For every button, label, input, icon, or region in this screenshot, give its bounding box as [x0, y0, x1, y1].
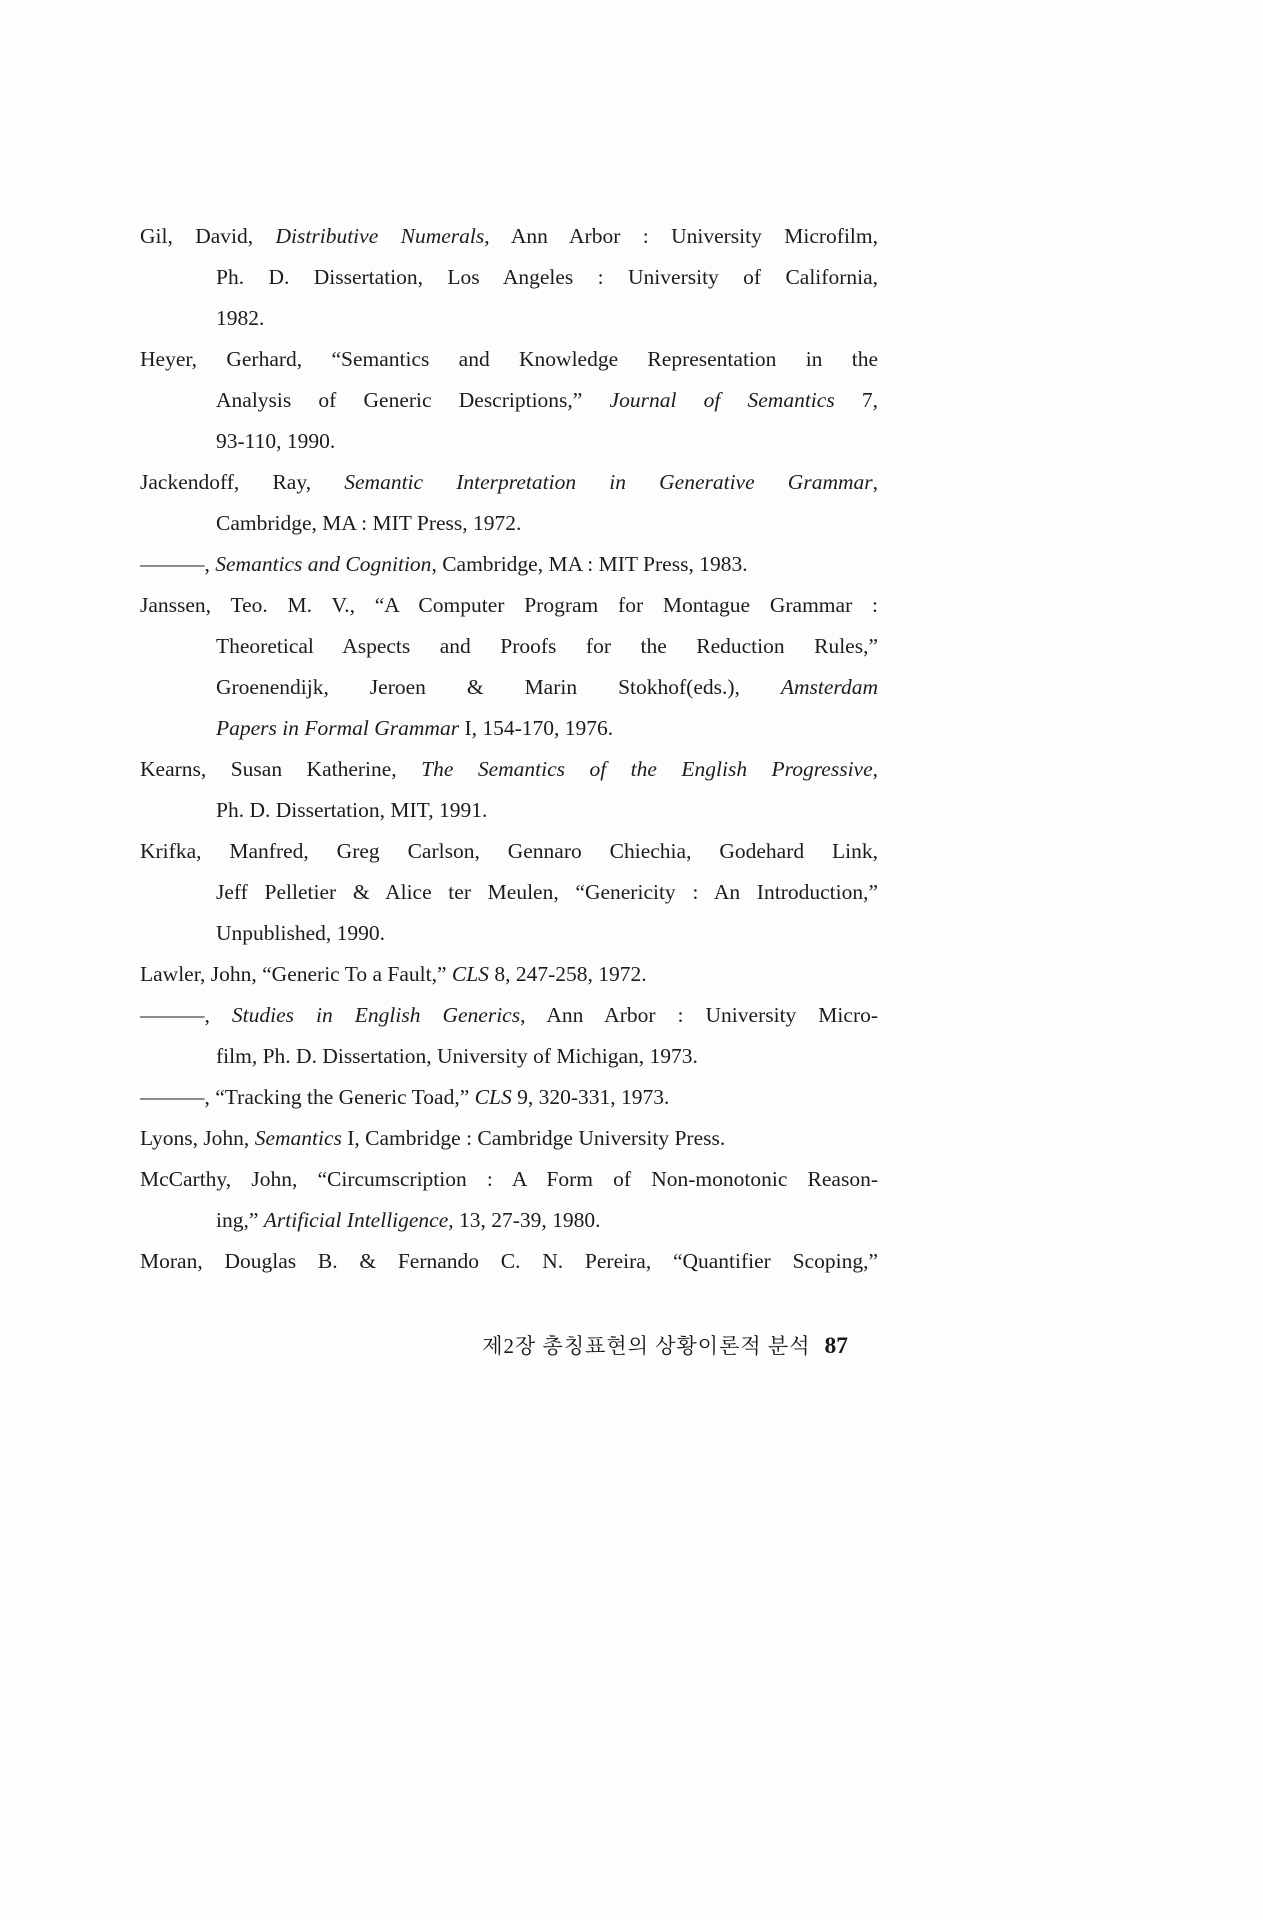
reference-line — [140, 1159, 878, 1200]
reference-text-segment: , Ann Arbor : University Microfilm, — [484, 224, 878, 248]
reference-line — [140, 913, 878, 954]
reference-entry — [140, 339, 878, 462]
reference-text-segment: Ph. D. Dissertation, Los Angeles : University of California, — [216, 265, 878, 289]
reference-title-segment: Semantics — [254, 1126, 342, 1150]
reference-line — [140, 708, 878, 749]
reference-line — [140, 1118, 878, 1159]
footer-page-number: 87 — [824, 1333, 848, 1359]
reference-entry — [140, 216, 878, 339]
reference-line — [140, 1241, 878, 1282]
reference-text-segment: I, 154-170, 1976. — [459, 716, 614, 740]
reference-text-segment: , — [872, 757, 878, 781]
reference-text-segment: Moran, Douglas B. & Fernando C. N. Pereira, “Quantifier Scoping,” — [140, 1249, 878, 1273]
reference-entry — [140, 585, 878, 749]
reference-entry — [140, 1241, 878, 1282]
reference-text-segment: 8, 247-258, 1972. — [488, 962, 647, 986]
reference-line — [140, 339, 878, 380]
reference-text-segment: Jeff Pelletier & Alice ter Meulen, “Genericity : An Introduction,” — [216, 880, 878, 904]
reference-title-segment: Papers in Formal Grammar — [216, 716, 460, 740]
page-footer — [140, 1330, 878, 1360]
reference-entry — [140, 954, 878, 995]
reference-text-segment: , Ann Arbor : University Micro- — [520, 1003, 879, 1027]
reference-text-segment: McCarthy, John, “Circumscription : A Form of Non-monotonic Reason- — [140, 1167, 878, 1191]
footer-chapter-title: 제2장 총칭표현의 상황이론적 분석 — [482, 1334, 811, 1358]
reference-line — [140, 831, 878, 872]
reference-text-segment: Lawler, John, “Generic To a Fault,” — [140, 962, 452, 986]
reference-title-segment: CLS — [451, 962, 489, 986]
reference-text-segment: 1982. — [216, 306, 265, 330]
reference-line — [140, 216, 878, 257]
reference-line — [140, 872, 878, 913]
reference-title-segment: CLS — [474, 1085, 512, 1109]
reference-line — [140, 503, 878, 544]
reference-line — [140, 790, 878, 831]
reference-text-segment: Jackendoff, Ray, — [140, 470, 345, 494]
reference-line — [140, 462, 878, 503]
reference-line — [140, 954, 878, 995]
reference-entry — [140, 749, 878, 831]
reference-text-segment: Gil, David, — [140, 224, 276, 248]
reference-entry — [140, 1118, 878, 1159]
reference-entry — [140, 544, 878, 585]
reference-title-segment: Amsterdam — [780, 675, 878, 699]
reference-text-segment: Kearns, Susan Katherine, — [140, 757, 422, 781]
reference-title-segment: Artificial Intelligence — [263, 1208, 449, 1232]
reference-text-segment: film, Ph. D. Dissertation, University of Michigan, 1973. — [216, 1044, 698, 1068]
reference-entry — [140, 831, 878, 954]
reference-line — [140, 544, 878, 585]
reference-line — [140, 626, 878, 667]
reference-text-segment: I, Cambridge : Cambridge University Press. — [341, 1126, 726, 1150]
reference-line — [140, 667, 878, 708]
reference-line — [140, 1200, 878, 1241]
reference-text-segment: Groenendijk, Jeroen & Marin Stokhof(eds.), — [216, 675, 781, 699]
reference-text-segment: Unpublished, 1990. — [216, 921, 386, 945]
reference-text-segment: Theoretical Aspects and Proofs for the Reduction Rules,” — [216, 634, 878, 658]
reference-text-segment: Cambridge, MA : MIT Press, 1972. — [216, 511, 522, 535]
references-list — [140, 216, 878, 1282]
reference-line — [140, 421, 878, 462]
reference-text-segment: 9, 320-331, 1973. — [511, 1085, 670, 1109]
reference-line — [140, 257, 878, 298]
reference-text-segment: ———, “Tracking the Generic Toad,” — [140, 1085, 475, 1109]
reference-text-segment: Analysis of Generic Descriptions,” — [216, 388, 610, 412]
reference-line — [140, 995, 878, 1036]
reference-line — [140, 380, 878, 421]
reference-text-segment: Ph. D. Dissertation, MIT, 1991. — [216, 798, 488, 822]
reference-text-segment: ing,” — [216, 1208, 264, 1232]
reference-title-segment: Semantics and Cognition — [215, 552, 432, 576]
reference-text-segment: ———, — [140, 1003, 232, 1027]
reference-text-segment: , — [872, 470, 878, 494]
reference-line — [140, 1077, 878, 1118]
reference-text-segment: Janssen, Teo. M. V., “A Computer Program for Montague Grammar : — [140, 593, 878, 617]
reference-text-segment: Krifka, Manfred, Greg Carlson, Gennaro Chiechia, Godehard Link, — [140, 839, 878, 863]
reference-title-segment: Studies in English Generics — [231, 1003, 521, 1027]
reference-line — [140, 585, 878, 626]
reference-line — [140, 1036, 878, 1077]
reference-text-segment: Heyer, Gerhard, “Semantics and Knowledge Representation in the — [140, 347, 878, 371]
reference-entry — [140, 1077, 878, 1118]
reference-text-segment: , 13, 27-39, 1980. — [448, 1208, 601, 1232]
reference-text-segment: Lyons, John, — [140, 1126, 255, 1150]
reference-text-segment: 7, — [834, 388, 878, 412]
reference-title-segment: Journal of Semantics — [609, 388, 835, 412]
reference-text-segment: 93-110, 1990. — [216, 429, 336, 453]
reference-title-segment: The Semantics of the English Progressive — [421, 757, 873, 781]
reference-line — [140, 298, 878, 339]
reference-entry — [140, 462, 878, 544]
reference-text-segment: ———, — [140, 552, 216, 576]
reference-title-segment: Distributive Numerals — [275, 224, 485, 248]
reference-entry — [140, 1159, 878, 1241]
reference-line — [140, 749, 878, 790]
reference-entry — [140, 995, 878, 1077]
reference-title-segment: Semantic Interpretation in Generative Grammar — [344, 470, 873, 494]
reference-text-segment: , Cambridge, MA : MIT Press, 1983. — [431, 552, 748, 576]
